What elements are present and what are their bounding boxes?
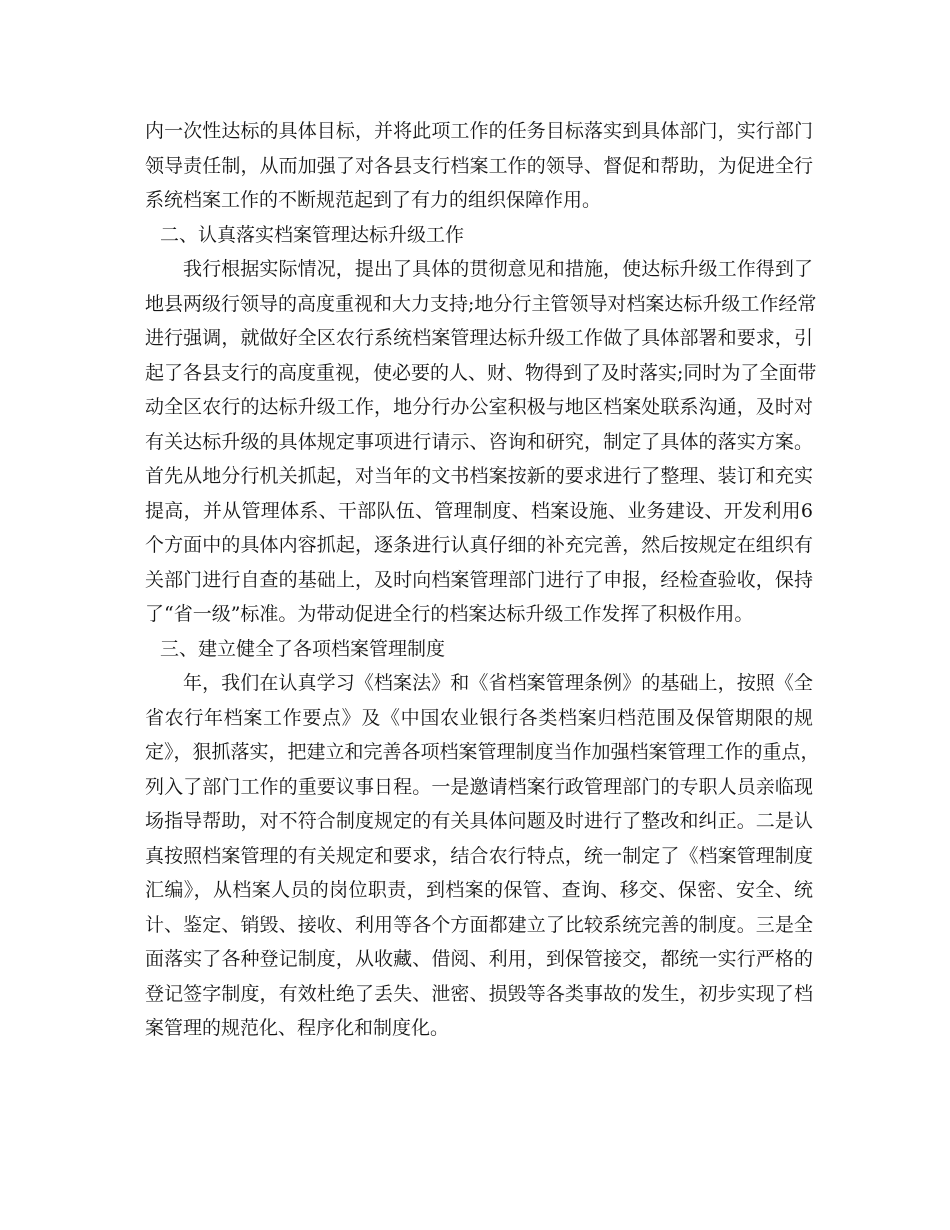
paragraph-line: 提高，并从管理体系、干部队伍、管理制度、档案设施、业务建设、开发利用6 xyxy=(145,499,813,522)
paragraph-line: 起了各县支行的高度重视，使必要的人、财、物得到了及时落实;同时为了全面带 xyxy=(145,361,817,384)
paragraph-line: 计、鉴定、销毁、接收、利用等各个方面都建立了比较系统完善的制度。三是全 xyxy=(145,913,813,936)
paragraph-line: 列入了部门工作的重要议事日程。一是邀请档案行政管理部门的专职人员亲临现 xyxy=(145,775,813,798)
paragraph-line: 有关达标升级的具体规定事项进行请示、咨询和研究，制定了具体的落实方案。 xyxy=(145,430,813,453)
paragraph-line: 面落实了各种登记制度，从收藏、借阅、利用，到保管接交，都统一实行严格的 xyxy=(145,948,813,970)
paragraph-line: 案管理的规范化、程序化和制度化。 xyxy=(145,1017,450,1039)
paragraph-line: 首先从地分行机关抓起，对当年的文书档案按新的要求进行了整理、装订和充实 xyxy=(145,465,813,487)
paragraph-line: 系统档案工作的不断规范起到了有力的组织保障作用。 xyxy=(145,189,602,211)
paragraph-line: 动全区农行的达标升级工作，地分行办公室积极与地区档案处联系沟通，及时对 xyxy=(145,396,813,418)
paragraph-line: 内一次性达标的具体目标，并将此项工作的任务目标落实到具体部门，实行部门 xyxy=(145,120,813,142)
paragraph-line: 关部门进行自查的基础上，及时向档案管理部门进行了申报，经检查验收，保持 xyxy=(145,568,813,591)
paragraph-line: 场指导帮助，对不符合制度规定的有关具体问题及时进行了整改和纠正。二是认 xyxy=(145,810,813,832)
paragraph-line: 真按照档案管理的有关规定和要求，结合农行特点，统一制定了《档案管理制度 xyxy=(145,844,813,867)
paragraph-line: 个方面中的具体内容抓起，逐条进行认真仔细的补充完善，然后按规定在组织有 xyxy=(145,534,813,556)
paragraph-line: 汇编》，从档案人员的岗位职责，到档案的保管、查询、移交、保密、安全、统 xyxy=(145,879,813,901)
paragraph-line: 地县两级行领导的高度重视和大力支持;地分行主管领导对档案达标升级工作经常 xyxy=(145,292,817,315)
paragraph-line: 年，我们在认真学习《档案法》和《省档案管理条例》的基础上，按照《全 xyxy=(183,672,813,694)
section-heading: 二、认真落实档案管理达标升级工作 xyxy=(160,223,465,246)
paragraph-line: 我行根据实际情况，提出了具体的贯彻意见和措施，使达标升级工作得到了 xyxy=(183,258,813,280)
paragraph-line: 了“省一级”标准。为带动促进全行的档案达标升级工作发挥了积极作用。 xyxy=(145,603,754,625)
paragraph-line: 定》，狠抓落实，把建立和完善各项档案管理制度当作加强档案管理工作的重点， xyxy=(145,741,820,763)
document-body xyxy=(145,114,820,1046)
paragraph-line: 登记签字制度，有效杜绝了丢失、泄密、损毁等各类事故的发生，初步实现了档 xyxy=(145,982,813,1005)
section-heading: 三、建立健全了各项档案管理制度 xyxy=(160,637,446,660)
paragraph-line: 省农行年档案工作要点》及《中国农业银行各类档案归档范围及保管期限的规 xyxy=(145,706,813,729)
paragraph-line: 进行强调，就做好全区农行系统档案管理达标升级工作做了具体部署和要求，引 xyxy=(145,327,813,349)
paragraph-line: 领导责任制，从而加强了对各县支行档案工作的领导、督促和帮助，为促进全行 xyxy=(145,154,813,177)
